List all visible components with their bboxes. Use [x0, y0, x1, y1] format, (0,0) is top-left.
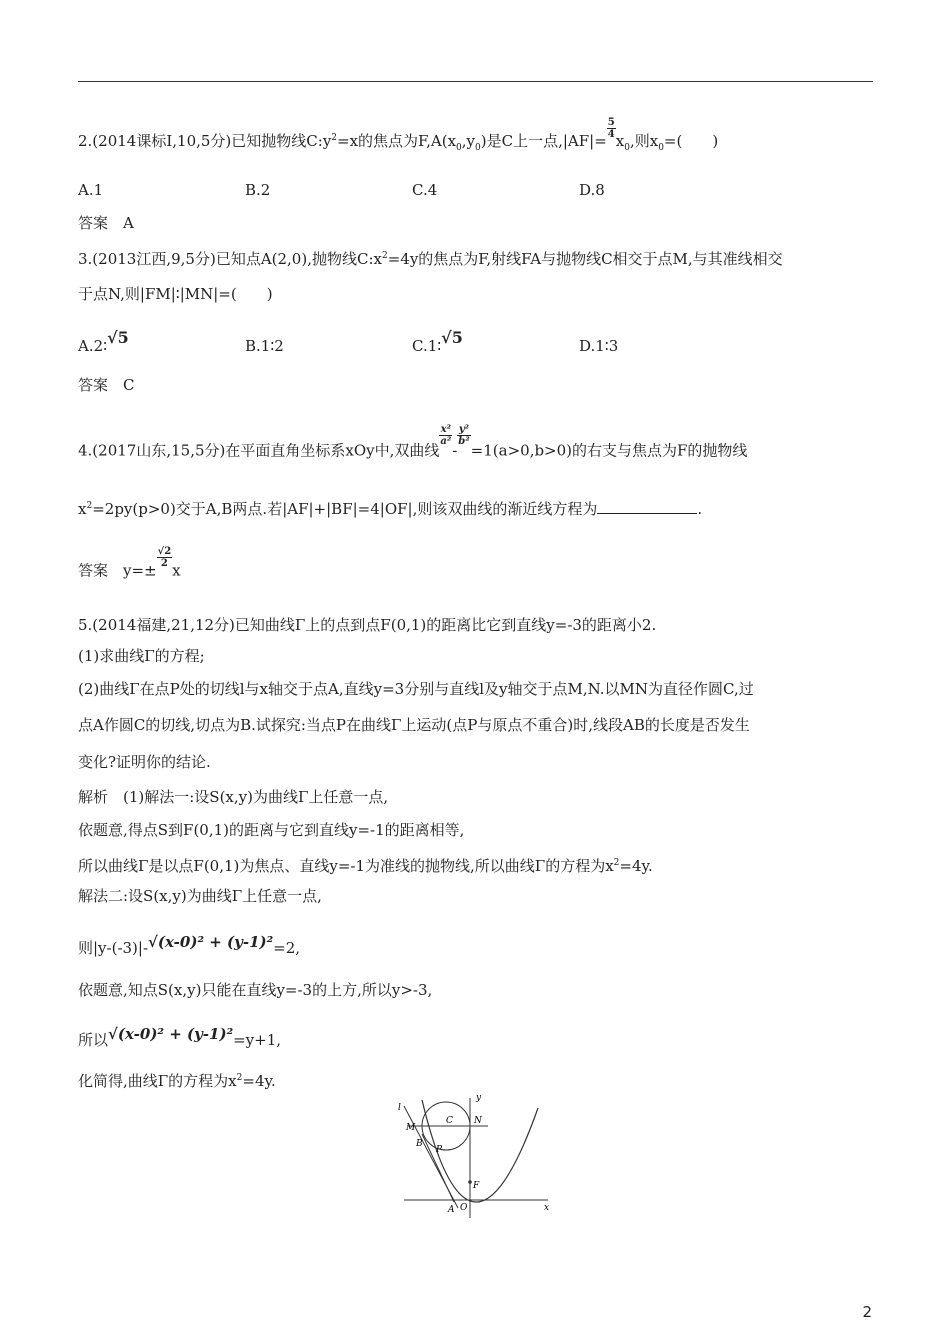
svg-text:P: P — [436, 1145, 443, 1155]
q3-stem-line1: 3.(2013江西,9,5分)已知点A(2,0),抛物线$C:x^2=4y$的焦点为F,射线FA与抛物线C相交于点M,与其准线相交 — [78, 250, 783, 268]
q5-solution-line1: 解析 (1)解法一:设S(x,y)为曲线Γ上任意一点, — [78, 788, 389, 806]
q3-option-a: A.2∶√5 — [78, 328, 129, 355]
q3-option-b: B.1∶2 — [245, 337, 284, 355]
svg-text:C: C — [446, 1116, 453, 1126]
q2-stem: 2.(2014课标Ⅰ,10,5分)已知抛物线$C:y^2=x$的焦点为$F,A(x_0,y_0)$是C上一点,|AF|= $\frac{5}{4}$ $x_0$,则$x_0=$( ) — [78, 116, 719, 153]
answer-blank[interactable] — [597, 499, 697, 514]
svg-text:F: F — [473, 1181, 480, 1191]
q3-option-c: C.1∶√5 — [412, 328, 463, 355]
header-rule — [78, 81, 873, 82]
q5-solution-line7: 所以√(x-0)² + (y-1)²=y+1, — [78, 1025, 282, 1049]
svg-text:y: y — [476, 1093, 482, 1103]
q2-option-c: C.4 — [412, 181, 438, 199]
svg-text:A: A — [448, 1205, 455, 1215]
q3-stem-line2: 于点N,则|FM|∶|MN|=( ) — [78, 285, 273, 303]
q5-solution-line4: 解法二:设S(x,y)为曲线Γ上任意一点, — [78, 887, 322, 905]
q5-part2-line3: 变化?证明你的结论. — [78, 753, 211, 771]
svg-text:B: B — [416, 1139, 423, 1149]
q5-part1: (1)求曲线Γ的方程; — [78, 647, 205, 665]
q4-answer: 答案 y=± $\frac{√2}{2}$ x — [78, 546, 181, 580]
q3-option-d: D.1∶3 — [579, 337, 619, 355]
q2-answer: 答案 A — [78, 214, 134, 232]
svg-text:O: O — [460, 1203, 468, 1213]
q5-solution-line3: 所以曲线Γ是以点F(0,1)为焦点、直线y=-1为准线的抛物线,所以曲线Γ的方程为$x^2=4y$. — [78, 857, 653, 875]
q2-option-b: B.2 — [245, 181, 271, 199]
q5-part2-line1: (2)曲线Γ在点P处的切线l与x轴交于点A,直线y=3分别与直线l及y轴交于点M,N.以MN为直径作圆C,过 — [78, 680, 754, 698]
q5-stem-line1: 5.(2014福建,21,12分)已知曲线Γ上的点到点F(0,1)的距离比它到直线y=-3的距离小2. — [78, 616, 657, 634]
q4-stem-line1: 4.(2017山东,15,5分)在平面直角坐标系xOy中,双曲线 $\frac{\text{x²}}{\text{a²}}$ - $\frac{\text{y²}}{\text{b²}}$ =1(a>0,b>0)的右支与焦点为F的抛物线 — [78, 424, 748, 460]
svg-text:M: M — [406, 1123, 416, 1133]
svg-text:l: l — [398, 1103, 401, 1113]
svg-text:N: N — [474, 1116, 482, 1126]
q5-solution-line8: 化简得,曲线Γ的方程为$x^2=4y$. — [78, 1072, 276, 1090]
q5-solution-line6: 依题意,知点S(x,y)只能在直线y=-3的上方,所以y>-3, — [78, 981, 433, 999]
parabola-figure — [396, 1090, 556, 1220]
q5-solution-line5: 则|y-(-3)|-√(x-0)² + (y-1)²=2, — [78, 933, 301, 957]
q2-option-a: A.1 — [78, 181, 104, 199]
q4-stem-line2: $x^2=2py(p>0)$交于A,B两点.若|AF|+|BF|=4|OF|,则该双曲线的渐近线方程为 . — [78, 500, 703, 518]
q5-solution-line2: 依题意,得点S到F(0,1)的距离与它到直线y=-1的距离相等, — [78, 821, 465, 839]
focus-point — [468, 1180, 472, 1184]
q3-answer: 答案 C — [78, 376, 135, 394]
q2-option-d: D.8 — [579, 181, 605, 199]
svg-text:x: x — [544, 1203, 550, 1213]
page-number: 2 — [862, 1303, 872, 1321]
q5-part2-line2: 点A作圆C的切线,切点为B.试探究:当点P在曲线Γ上运动(点P与原点不重合)时,线段AB的长度是否发生 — [78, 716, 750, 734]
